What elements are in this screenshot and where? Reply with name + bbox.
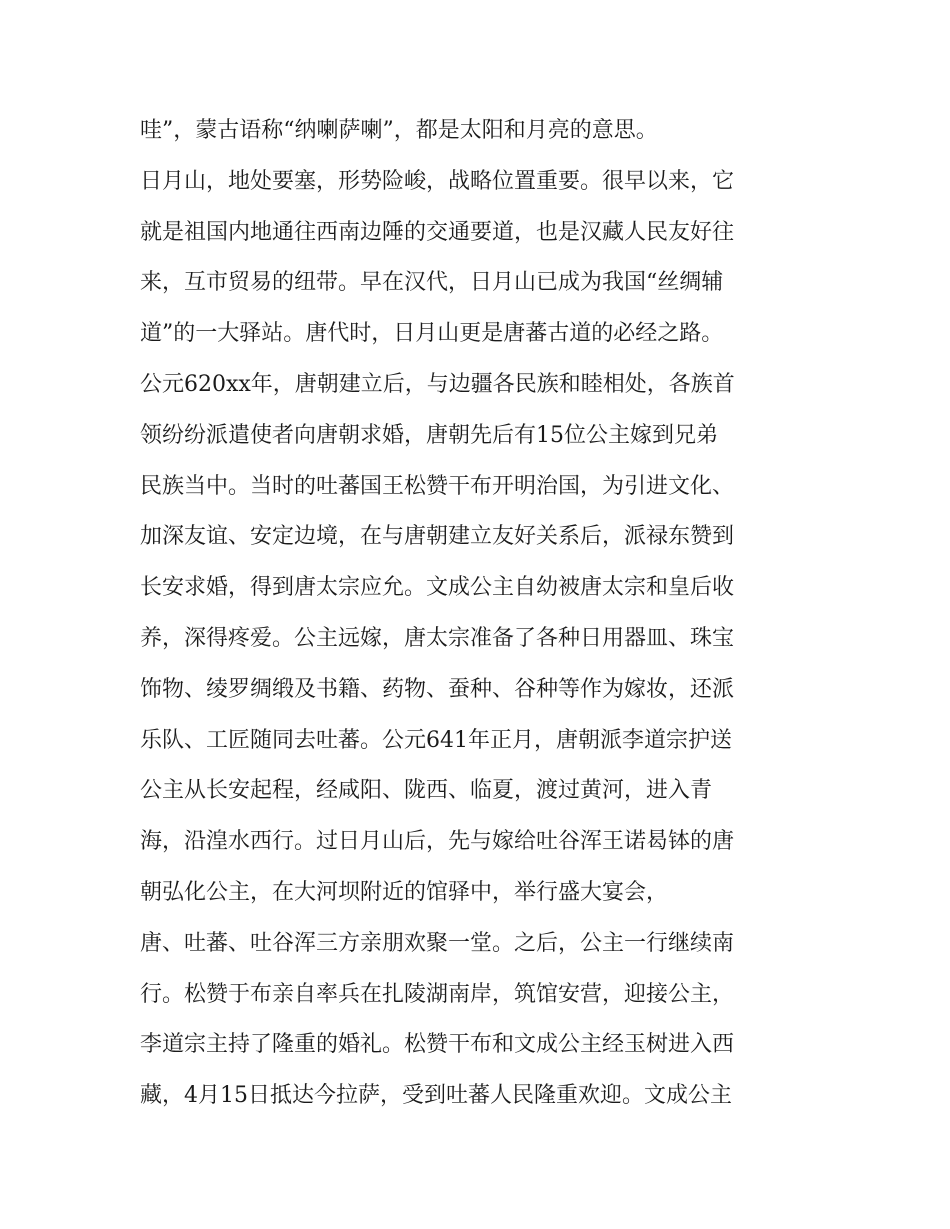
text-line: 就是祖国内地通往西南边陲的交通要道，也是汉藏人民友好往 (140, 219, 735, 245)
text-line: 哇”，蒙古语称“纳喇萨喇”，都是太阳和月亮的意思。 (140, 118, 658, 143)
text-line: 领纷纷派遣使者向唐朝求婚，唐朝先后有15位公主嫁到兄弟 (140, 422, 718, 448)
text-line: 加深友谊、安定边境，在与唐朝建立友好关系后，派禄东赞到 (140, 524, 735, 550)
text-line: 乐队、工匠随同去吐蕃。公元641年正月，唐朝派李道宗护送 (140, 727, 732, 753)
text-line: 民族当中。当时的吐蕃国王松赞干布开明治国，为引进文化、 (140, 473, 735, 499)
text-line: 饰物、绫罗绸缎及书籍、药物、蚕种、谷种等作为嫁妆，还派 (140, 676, 735, 702)
text-line: 海，沿湟水西行。过日月山后，先与嫁给吐谷浑王诺曷钵的唐 (140, 829, 735, 855)
text-line: 日月山，地处要塞，形势险峻，战略位置重要。很早以来，它 (140, 168, 735, 194)
text-line: 道”的一大驿站。唐代时，日月山更是唐蕃古道的必经之路。 (140, 321, 724, 347)
text-line: 来，互市贸易的纽带。早在汉代，日月山已成为我国“丝绸辅 (140, 270, 724, 296)
text-line: 藏，4月15日抵达今拉萨，受到吐蕃人民隆重欢迎。文成公主 (140, 1083, 732, 1109)
body-text (140, 106, 820, 1122)
text-line: 公元620xx年，唐朝建立后，与边疆各民族和睦相处，各族首 (140, 371, 735, 397)
text-line: 公主从长安起程，经咸阳、陇西、临夏，渡过黄河，进入青 (140, 778, 713, 804)
text-line: 唐、吐蕃、吐谷浑三方亲朋欢聚一堂。之后，公主一行继续南 (140, 930, 735, 956)
text-line: 长安求婚，得到唐太宗应允。文成公主自幼被唐太宗和皇后收 (140, 575, 735, 601)
text-line: 李道宗主持了隆重的婚礼。松赞干布和文成公主经玉树进入西 (140, 1032, 735, 1058)
text-line: 养，深得疼爱。公主远嫁，唐太宗准备了各种日用器皿、珠宝 (140, 625, 735, 651)
text-line: 行。松赞于布亲自率兵在扎陵湖南岸，筑馆安营，迎接公主， (140, 981, 735, 1007)
text-line: 朝弘化公主，在大河坝附近的馆驿中，举行盛大宴会， (140, 879, 669, 905)
